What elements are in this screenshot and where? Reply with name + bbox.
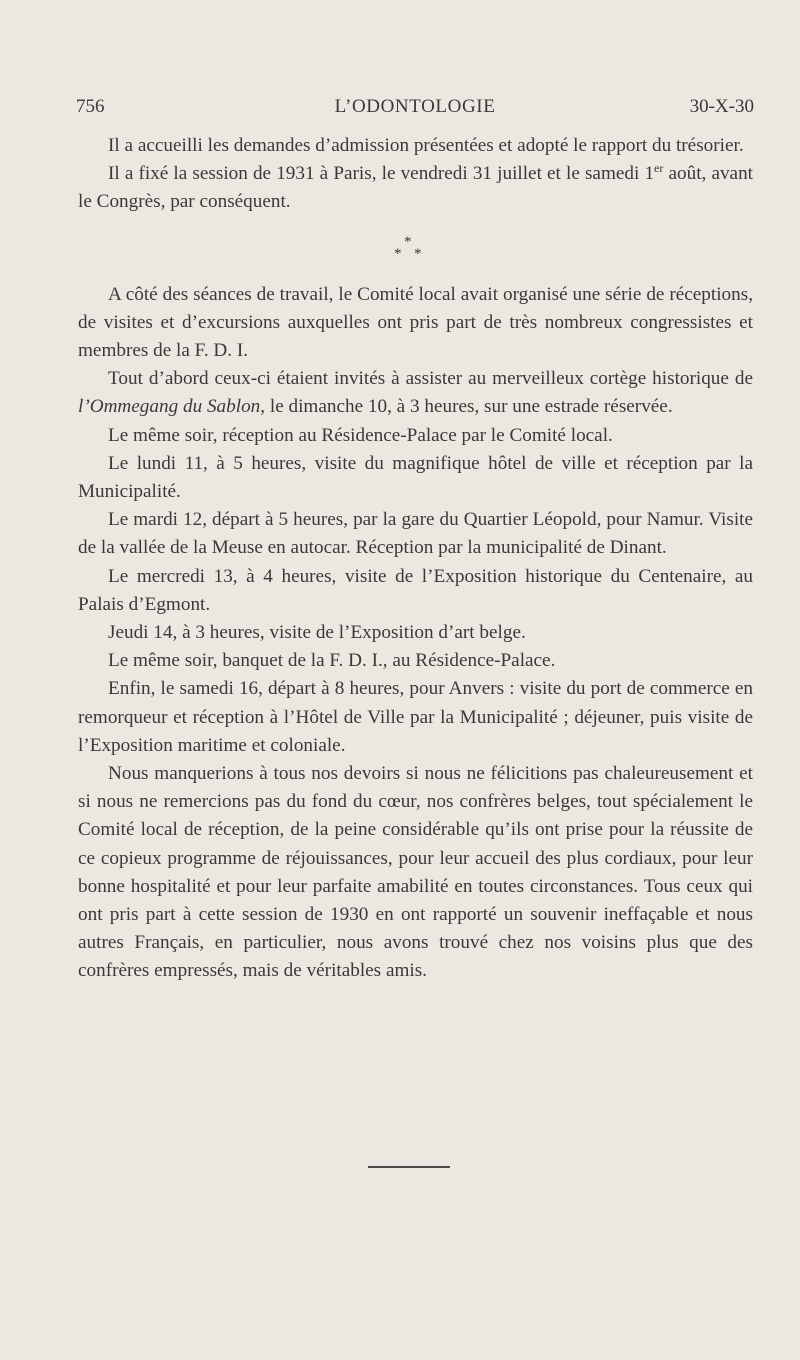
page-header	[76, 96, 754, 124]
running-title: L’ODONTOLOGIE	[334, 96, 496, 117]
paragraph-4-text-b: , le dimanche 10, à 3 heures, sur une estrade réservée.	[260, 396, 673, 418]
paragraph-9: Jeudi 14, à 3 heures, visite de l’Exposition d’art belge.	[108, 622, 526, 644]
issue-date: 30-X-30	[689, 96, 754, 117]
paragraph-2-text-b: août, avant le Congrès, par conséquent.	[78, 163, 754, 213]
asterisk: *	[414, 245, 422, 262]
paragraph-8: Le mercredi 13, à 4 heures, visite de l’Exposition historique du Centenaire, au Palais d’Egmont.	[78, 565, 753, 615]
paragraph-3: A côté des séances de travail, le Comité local avait organisé une série de réceptions, de visites et d’excursions auxquelles ont pris part de très nombreux congressistes et membres de la F. D. I.	[78, 283, 753, 362]
superscript-er: er	[654, 161, 664, 176]
paragraph-6: Le lundi 11, à 5 heures, visite du magnifique hôtel de ville et réception par la Municipalité.	[78, 452, 753, 503]
paragraph-1: Il a accueilli les demandes d’admission présentées et adopté le rapport du trésorier.	[108, 135, 744, 156]
paragraph-4	[78, 365, 753, 421]
paragraph-4-text-a: Tout d’abord ceux-ci étaient invités à assister au merveilleux cortège historique de	[108, 368, 753, 390]
paragraph-5: Le même soir, réception au Résidence-Palace par le Comité local.	[108, 424, 613, 446]
body-text	[78, 132, 753, 986]
paragraph-7: Le mardi 12, départ à 5 heures, par la gare du Quartier Léopold, pour Namur. Visite de la vallée de la Meuse en autocar. Réception par la municipalité de Dinant.	[78, 509, 753, 559]
asterisk: *	[404, 233, 412, 250]
paragraph-2	[78, 160, 753, 216]
paragraph-2-text-a: Il a fixé la session de 1931 à Paris, le vendredi 31 juillet et le samedi 1	[108, 163, 655, 185]
page-number: 756	[76, 96, 105, 117]
asterisk: *	[394, 245, 402, 262]
end-rule	[368, 1166, 450, 1168]
paragraph-10: Le même soir, banquet de la F. D. I., au Résidence-Palace.	[108, 650, 556, 672]
paragraph-4-italic: l’Ommegang du Sablon	[78, 396, 261, 418]
asterism-separator	[78, 217, 753, 281]
paragraph-11: Enfin, le samedi 16, départ à 8 heures, pour Anvers : visite du port de commerce en remorqueur et réception à l’Hôtel de Ville par la Municipalité ; déjeuner, puis visite de l’Exposition maritime et coloniale.	[78, 678, 753, 756]
paragraph-12: Nous manquerions à tous nos devoirs si nous ne félicitions pas chaleureusement et si nous ne remercions pas du fond du cœur, nos confrères belges, tout spécialement le Comité local de réception, de la peine considérable qu’ils ont prise pour la réussite de ce copieux programme de réjouissances, pour leur accueil des plus cordiaux, pour leur bonne hospitalité et pour leur parfaite amabilité en toutes circonstances. Tous ceux qui ont pris part à cette session de 1930 en ont rapporté un souvenir ineffaçable et nous autres Français, en particulier, nous avons trouvé chez nos voisins plus que des confrères empressés, mais de véritables amis.	[78, 763, 753, 982]
